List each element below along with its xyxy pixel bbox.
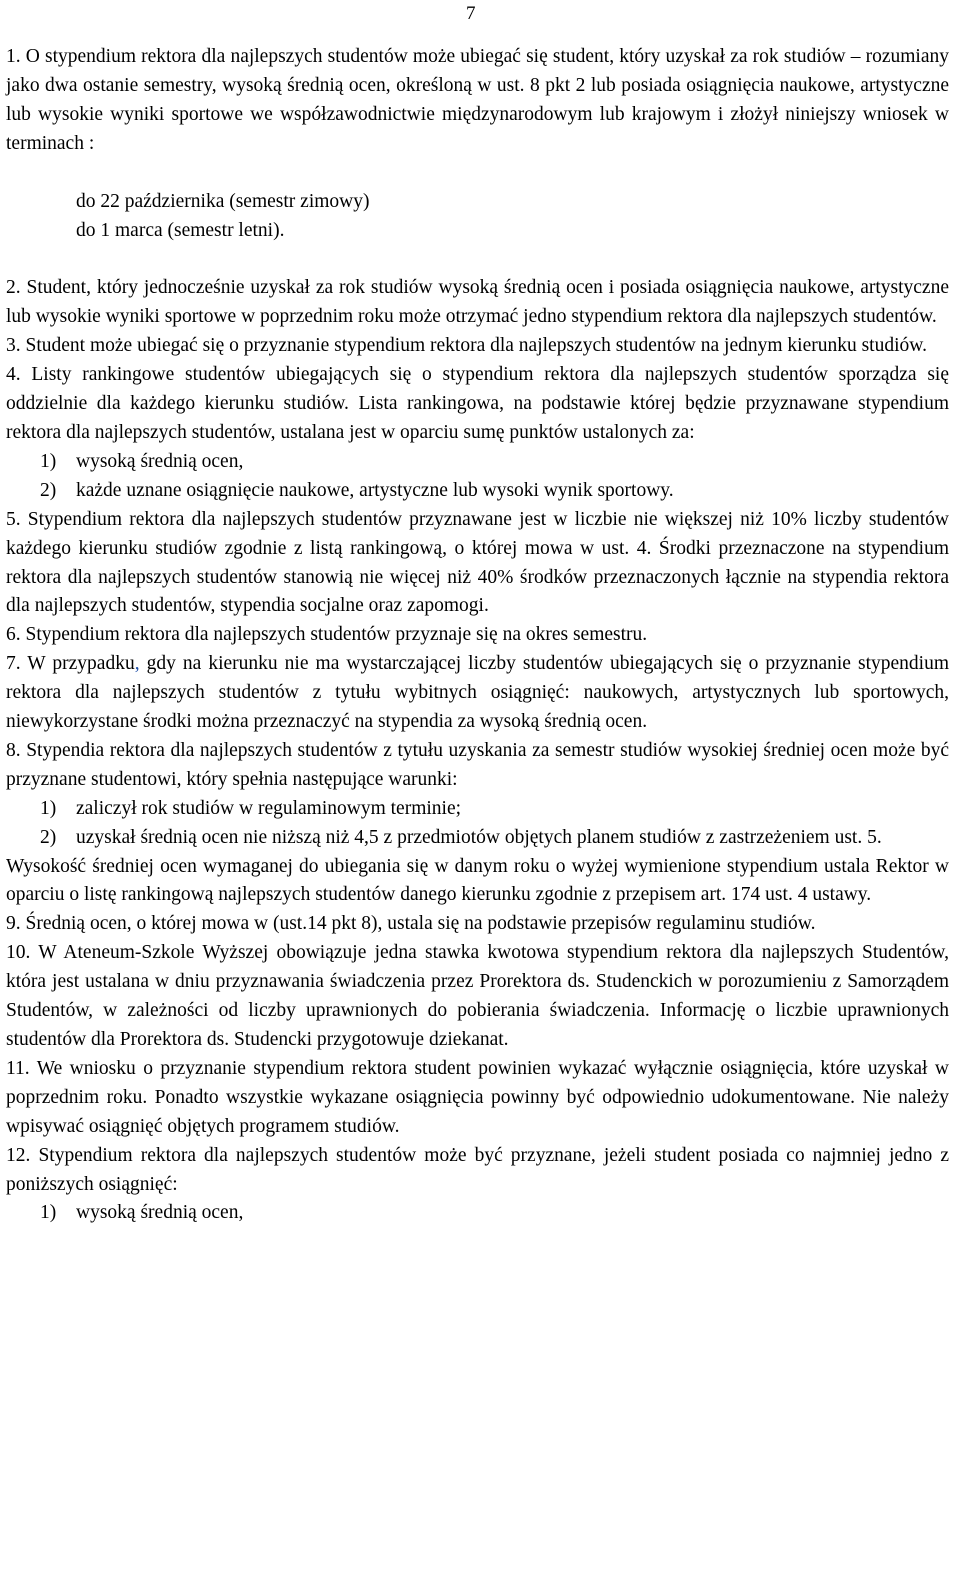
list-item-text: zaliczył rok studiów w regulaminowym terminie;: [76, 797, 462, 819]
list-item-text: uzyskał średnią ocen nie niższą niż 4,5 z przedmiotów objętych planem studiów z zastrzeżeniem ust. 5.: [76, 826, 882, 848]
highlighted-comma: ,: [134, 653, 140, 675]
paragraph-5: 5. Stypendium rektora dla najlepszych studentów przyznawane jest w liczbie nie większej niż 10% liczby studentów każdego kierunku studiów zgodnie z listą rankingową, o której mowa w ust. 4. Środki przeznaczone na stypendium rektora dla najlepszych studentów stanowią nie więcej niż 40% środków przeznaczonych łącznie na stypendia rektora dla najlepszych studentów, stypendia socjalne oraz zapomogi.: [6, 508, 949, 617]
conditions-list: [6, 795, 949, 853]
paragraph-2: 2. Student, który jednocześnie uzyskał za rok studiów wysoką średnią ocen i posiada osiągnięcia naukowe, artystyczne lub wysokie wyniki sportowe w poprzednim roku może otrzymać jedno stypendium rektora dla najlepszych studentów.: [6, 277, 949, 328]
list-item: [6, 448, 949, 477]
paragraph-8: 8. Stypendia rektora dla najlepszych studentów z tytułu uzyskania za semestr studiów wysokiej średniej ocen może być przyznane studentowi, który spełnia następujące warunki:: [6, 739, 949, 790]
list-item-number: 1): [40, 1202, 57, 1224]
paragraph-12: 12. Stypendium rektora dla najlepszych studentów może być przyznane, jeżeli student posiada co najmniej jedno z poniższych osiągnięć:: [6, 1144, 949, 1195]
deadline-winter: do 22 października (semestr zimowy): [76, 190, 370, 212]
list-item-text: wysoką średnią ocen,: [76, 450, 244, 472]
paragraph-7: [6, 650, 949, 737]
paragraph-7-rest: gdy na kierunku nie ma wystarczającej liczby studentów ubiegających się o przyznanie stypendium rektora dla najlepszych studentów z tytułu wybitnych osiągnięć: naukowych, artystycznych lub sportowych, niewykorzystane środki można przeznaczyć na stypendia za wysoką średnią ocen.: [6, 653, 949, 733]
list-item: [6, 795, 949, 824]
paragraph-9: 9. Średnią ocen, o której mowa w (ust.14 pkt 8), ustala się na podstawie przepisów regulaminu studiów.: [6, 913, 816, 935]
list-item-number: 1): [40, 797, 57, 819]
paragraph-7-start: 7. W przypadku: [6, 653, 135, 675]
document-body: [6, 43, 949, 1228]
list-item-number: 2): [40, 479, 57, 501]
paragraph-8-continuation: Wysokość średniej ocen wymaganej do ubiegania się w danym roku o wyżej wymienione stypendium ustala Rektor w oparciu o listę rankingową najlepszych studentów danego kierunku zgodnie z przepisem art. 174 ust. 4 ustawy.: [6, 855, 949, 906]
list-item-number: 2): [40, 826, 57, 848]
paragraph-11: 11. We wniosku o przyznanie stypendium rektora student powinien wykazać wyłącznie osiągnięcia, które uzyskał w poprzednim roku. Ponadto wszystkie wykazane osiągnięcia powinny być odpowiednio udokumentowane. Nie należy wpisywać osiągnięć objętych programem studiów.: [6, 1057, 949, 1137]
list-item-text: każde uznane osiągnięcie naukowe, artystyczne lub wysoki wynik sportowy.: [76, 479, 674, 501]
ranking-criteria-list: [6, 448, 949, 506]
deadline-list: [6, 188, 949, 246]
paragraph-6: 6. Stypendium rektora dla najlepszych studentów przyznaje się na okres semestru.: [6, 624, 648, 646]
deadline-summer: do 1 marca (semestr letni).: [76, 219, 285, 241]
list-item-text: wysoką średnią ocen,: [76, 1202, 244, 1224]
paragraph-1: 1. O stypendium rektora dla najlepszych studentów może ubiegać się student, który uzyskał za rok studiów – rozumiany jako dwa ostanie semestry, wysoką średnią ocen, określoną w ust. 8 pkt 2 lub posiada osiągnięcia naukowe, artystyczne lub wysokie wyniki sportowe we współzawodnictwie międzynarodowym lub krajowym i złożył niniejszy wniosek w terminach :: [6, 46, 949, 154]
paragraph-10: 10. W Ateneum-Szkole Wyższej obowiązuje jedna stawka kwotowa stypendium rektora dla najlepszych Studentów, która jest ustalana w dniu przyznawania świadczenia przez Prorektora ds. Studenckich w porozumieniu z Samorządem Studentów, w zależności od liczby uprawnionych do pobierania świadczenia. Informację o liczbie uprawnionych studentów dla Prorektora ds. Studencki przygotowuje dziekanat.: [6, 942, 949, 1050]
list-item-number: 1): [40, 450, 57, 472]
list-item: [6, 477, 949, 506]
list-item: [6, 1199, 949, 1228]
paragraph-3: 3. Student może ubiegać się o przyznanie stypendium rektora dla najlepszych studentów na jednym kierunku studiów.: [6, 335, 927, 357]
list-item: [6, 824, 949, 853]
page-number: 7: [466, 3, 476, 24]
paragraph-4: 4. Listy rankingowe studentów ubiegających się o stypendium rektora dla najlepszych studentów sporządza się oddzielnie dla każdego kierunku studiów. Lista rankingowa, na podstawie której będzie przyznawane stypendium rektora dla najlepszych studentów, ustalana jest w oparciu sumę punktów ustalonych za:: [6, 364, 949, 443]
achievements-list: [6, 1199, 949, 1228]
